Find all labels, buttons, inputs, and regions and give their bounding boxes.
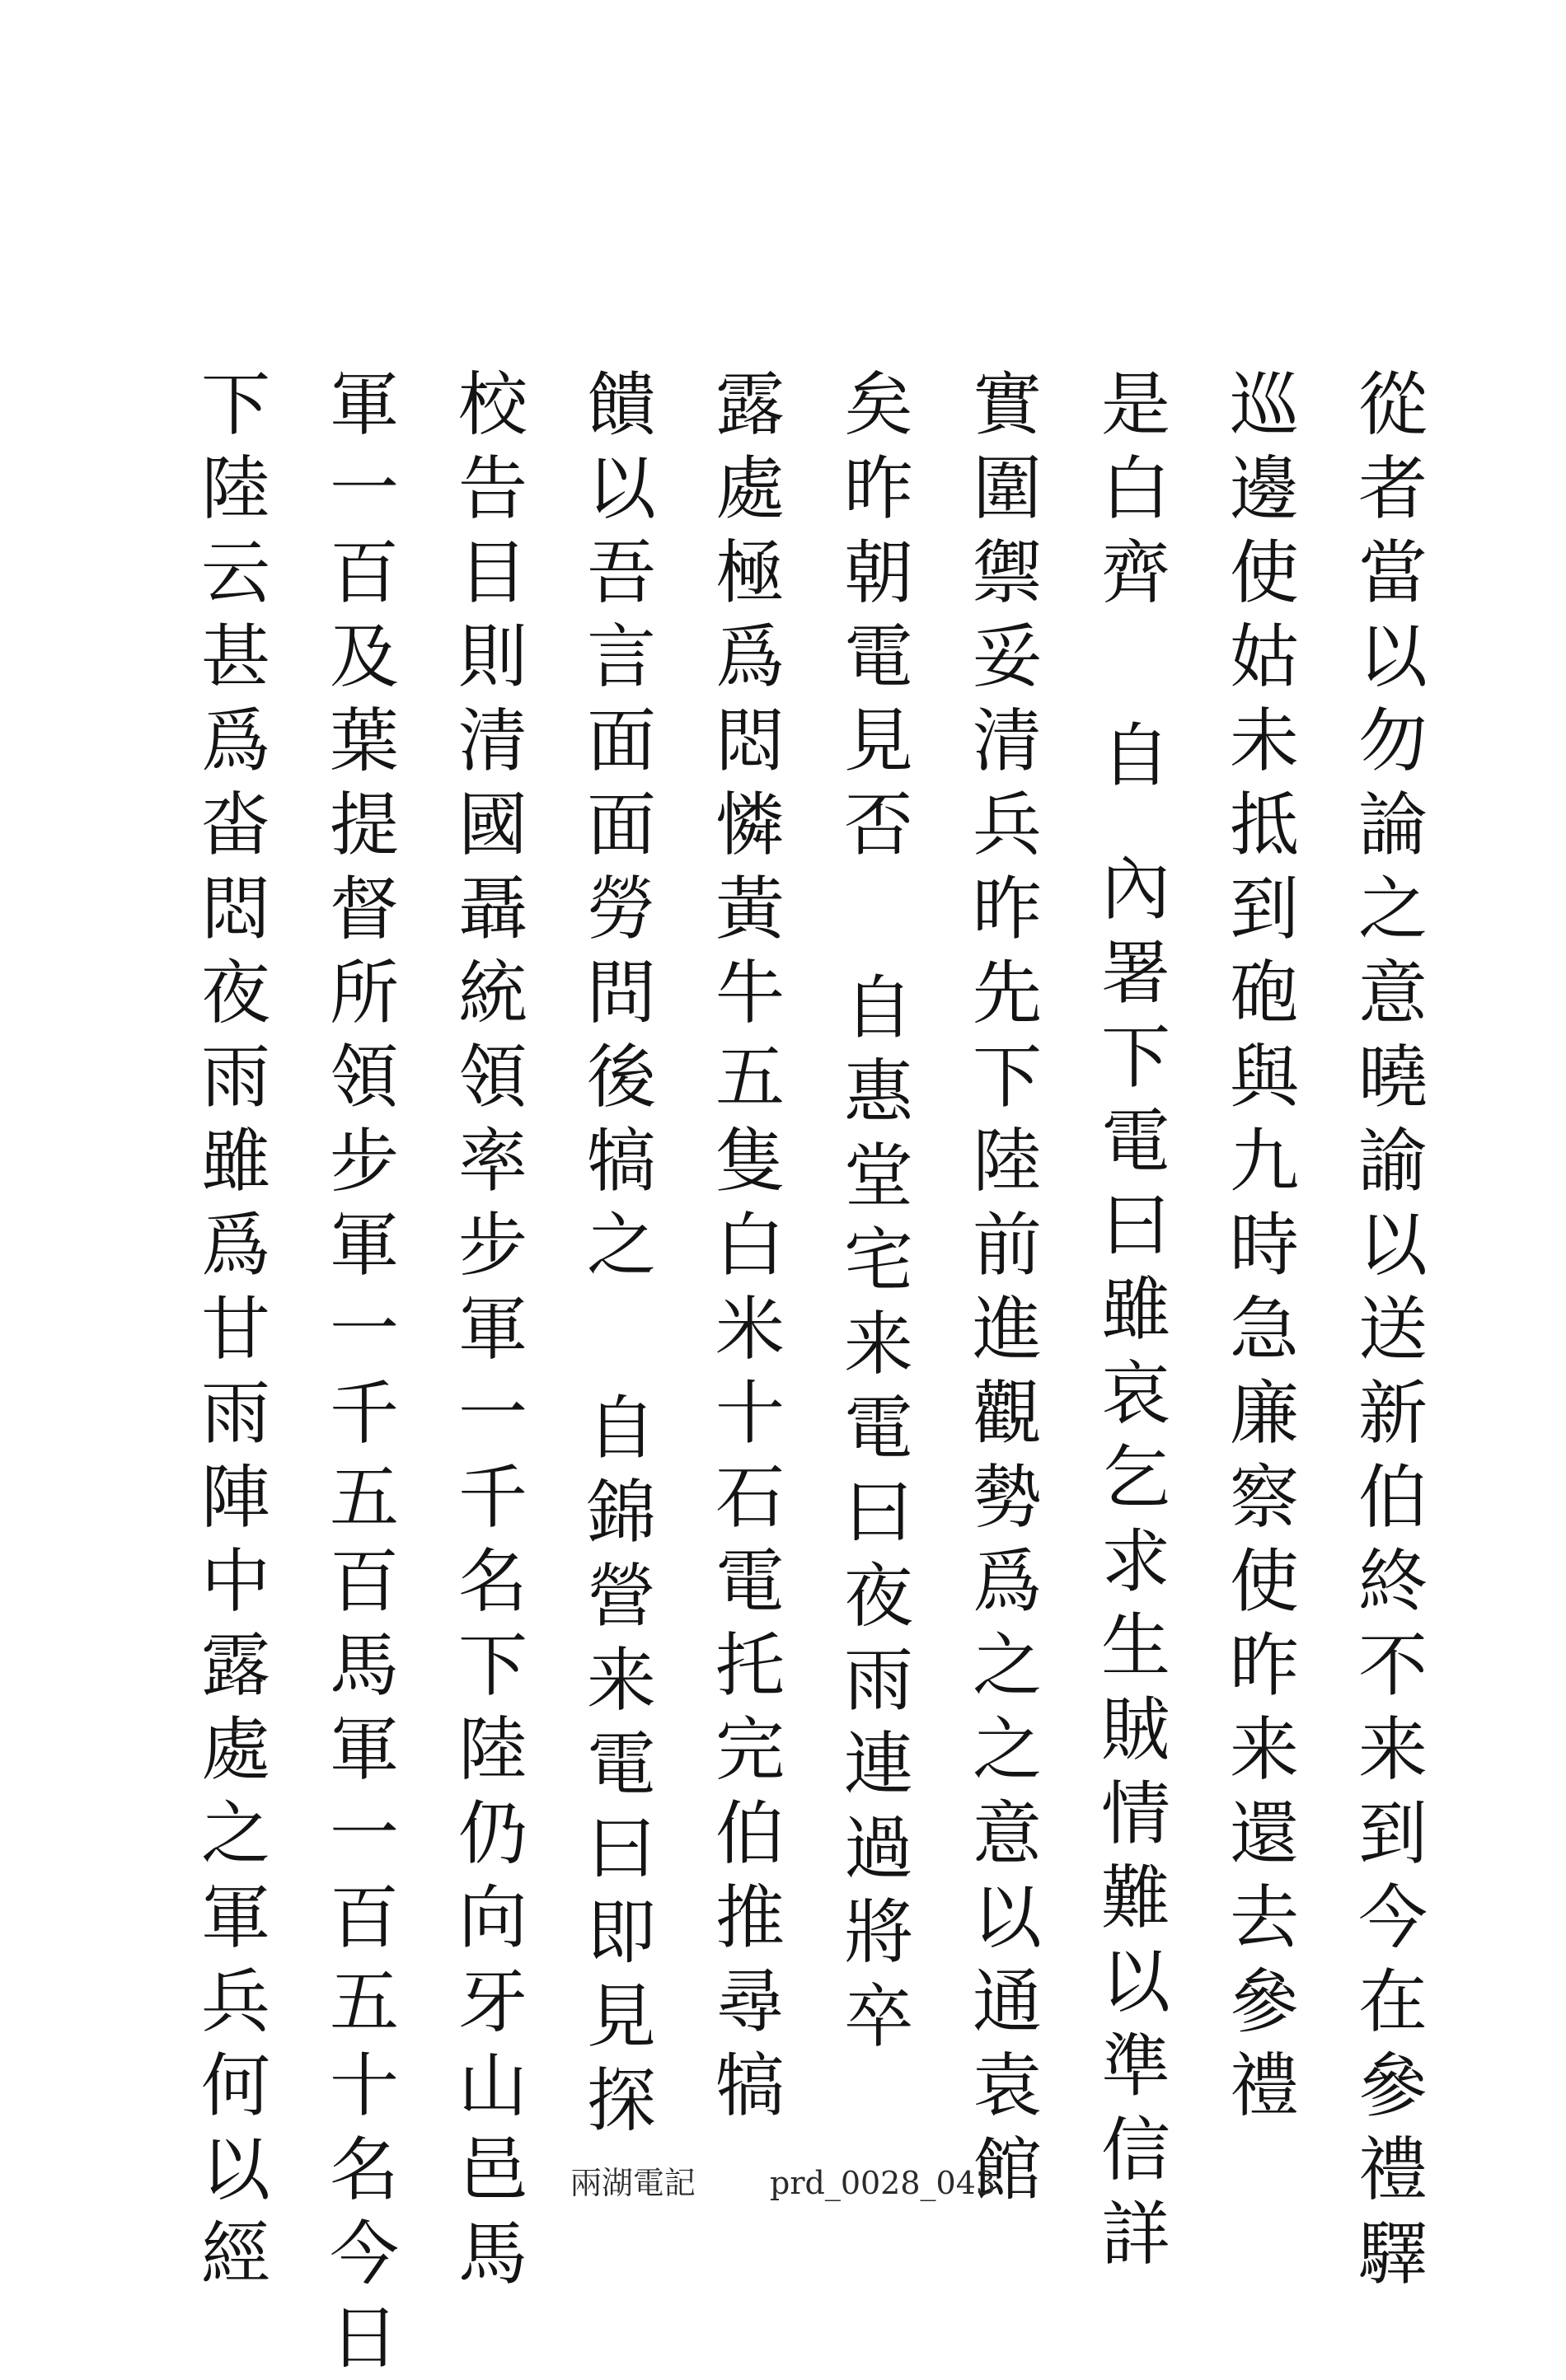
- text-char: 推: [715, 1877, 785, 1958]
- text-char: 軍: [329, 364, 399, 445]
- text-char: 黃: [715, 869, 785, 949]
- text-char: 邑: [457, 2129, 527, 2210]
- text-char: 求: [1100, 1521, 1170, 1602]
- text-char: 電: [843, 1388, 913, 1469]
- text-char: 步: [457, 1205, 527, 1286]
- text-char: 生: [1100, 1605, 1170, 1686]
- text-char: 諭: [1357, 1121, 1428, 1202]
- text-char: 甚: [200, 616, 270, 697]
- text-char: 以: [1100, 1942, 1170, 2022]
- text-gap: [1095, 798, 1177, 847]
- text-char: 名: [457, 1541, 527, 1622]
- text-char: 以: [200, 2129, 270, 2210]
- text-char: 犒: [715, 2045, 785, 2126]
- text-char: 兵: [972, 785, 1042, 865]
- text-char: 與: [1229, 1037, 1299, 1117]
- text-char: 哀: [1100, 1353, 1170, 1434]
- text-char: 到: [1229, 869, 1299, 949]
- text-char: 一: [329, 1289, 399, 1370]
- text-char: 論: [1357, 785, 1428, 865]
- text-char: 詳: [1100, 2194, 1170, 2275]
- text-char: 館: [972, 2129, 1042, 2210]
- text-char: 參: [1357, 2045, 1428, 2126]
- text-char: 否: [843, 785, 913, 865]
- text-char: 来: [586, 1640, 656, 1721]
- text-char: 九: [1229, 1121, 1299, 1202]
- text-char: 抵: [1229, 785, 1299, 865]
- text-char: 意: [972, 1793, 1042, 1874]
- text-char: 軍: [329, 1205, 399, 1286]
- text-char: 告: [457, 448, 527, 529]
- text-char: 曰: [843, 1472, 913, 1553]
- text-char: 之: [1357, 869, 1428, 949]
- text-char: 今: [329, 2214, 399, 2294]
- text-char: 露: [200, 1625, 270, 1706]
- text-char: 一: [329, 1793, 399, 1874]
- text-char: 目: [457, 532, 527, 613]
- text-char: 悶: [715, 700, 785, 781]
- text-column: [580, 363, 663, 2143]
- text-char: 五: [329, 1457, 399, 1538]
- text-char: 下: [972, 1037, 1042, 1117]
- text-char: 督: [329, 869, 399, 949]
- text-char: 堂: [843, 1136, 913, 1216]
- text-char: 五: [715, 1037, 785, 1117]
- text-char: 千: [457, 1457, 527, 1538]
- text-char: 白: [715, 1205, 785, 1286]
- text-char: 矣: [843, 364, 913, 445]
- text-char: 馬: [457, 2214, 527, 2294]
- text-char: 未: [1229, 700, 1299, 781]
- text-char: 國: [457, 785, 527, 865]
- text-char: 雨: [200, 1037, 270, 1117]
- text-column: [837, 363, 920, 2059]
- text-char: 憐: [715, 785, 785, 865]
- text-char: 山: [457, 2045, 527, 2126]
- text-column: [1095, 363, 1177, 2276]
- text-char: 面: [586, 700, 656, 781]
- text-char: 完: [715, 1709, 785, 1790]
- text-char: 卒: [843, 1976, 913, 2057]
- text-char: 通: [972, 1961, 1042, 2042]
- text-gap: [837, 867, 920, 916]
- text-column: [323, 363, 406, 2380]
- text-char: 步: [329, 1121, 399, 1202]
- text-char: 以: [1357, 1205, 1428, 1286]
- text-char: 爲: [715, 616, 785, 697]
- text-char: 所: [329, 953, 399, 1033]
- text-char: 營: [586, 1556, 656, 1637]
- text-char: 十: [329, 2045, 399, 2126]
- text-char: 到: [1357, 1793, 1428, 1874]
- text-char: 言: [586, 616, 656, 697]
- text-char: 夜: [843, 1556, 913, 1637]
- text-char: 當: [1357, 532, 1428, 613]
- text-char: 時: [1229, 1205, 1299, 1286]
- text-char: 將: [843, 1892, 913, 1973]
- text-char: 来: [843, 1304, 913, 1384]
- text-char: 軍: [200, 1877, 270, 1958]
- text-char: 今: [1357, 1877, 1428, 1958]
- text-char: 邊: [1229, 448, 1299, 529]
- text-char: 雨: [843, 1640, 913, 1721]
- text-char: 之: [200, 1793, 270, 1874]
- text-char: 昨: [1229, 1625, 1299, 1706]
- text-char: 提: [329, 785, 399, 865]
- text-char: 以: [972, 1877, 1042, 1958]
- text-gap: [837, 916, 920, 966]
- text-char: 在: [1357, 1961, 1428, 2042]
- text-char: 朝: [843, 532, 913, 613]
- text-char: 宅: [843, 1220, 913, 1300]
- text-char: 準: [1100, 2026, 1170, 2106]
- text-char: 下: [1100, 1017, 1170, 1098]
- text-char: 以: [586, 448, 656, 529]
- text-char: 後: [586, 1037, 656, 1117]
- text-char: 曉: [1357, 1037, 1428, 1117]
- text-char: 以: [1357, 616, 1428, 697]
- text-char: 陸: [972, 1121, 1042, 1202]
- text-char: 犒: [586, 1121, 656, 1202]
- text-char: 雖: [1100, 1269, 1170, 1350]
- text-char: 電: [843, 616, 913, 697]
- text-char: 處: [715, 448, 785, 529]
- text-char: 經: [200, 2214, 270, 2294]
- text-char: 軍: [329, 1709, 399, 1790]
- text-char: 電: [1100, 1101, 1170, 1182]
- text-char: 實: [972, 364, 1042, 445]
- text-char: 統: [457, 953, 527, 1033]
- text-char: 陸: [457, 1709, 527, 1790]
- text-char: 昨: [843, 448, 913, 529]
- text-char: 牙: [457, 1961, 527, 2042]
- text-char: 急: [1229, 1289, 1299, 1370]
- text-char: 甘: [200, 1289, 270, 1370]
- text-char: 尋: [715, 1961, 785, 2042]
- text-char: 情: [1100, 1773, 1170, 1854]
- text-char: 饋: [586, 364, 656, 445]
- text-char: 驛: [1357, 2214, 1428, 2294]
- text-char: 賊: [1100, 1689, 1170, 1770]
- text-char: 白: [1100, 448, 1170, 529]
- text-char: 兵: [200, 1961, 270, 2042]
- text-char: 去: [1229, 1877, 1299, 1958]
- text-char: 仍: [457, 1793, 527, 1874]
- text-char: 過: [843, 1808, 913, 1889]
- text-char: 處: [200, 1709, 270, 1790]
- text-char: 從: [1357, 364, 1428, 445]
- text-char: 陣: [200, 1457, 270, 1538]
- text-char: 何: [200, 2045, 270, 2126]
- text-char: 云: [200, 532, 270, 613]
- text-char: 巡: [1229, 364, 1299, 445]
- text-char: 問: [586, 953, 656, 1033]
- text-char: 中: [200, 1541, 270, 1622]
- text-char: 吾: [586, 532, 656, 613]
- text-char: 署: [1100, 933, 1170, 1014]
- text-char: 下: [200, 364, 270, 445]
- text-char: 悶: [200, 869, 270, 949]
- text-char: 先: [972, 953, 1042, 1033]
- text-char: 廉: [1229, 1373, 1299, 1454]
- text-char: 百: [329, 1877, 399, 1958]
- text-char: 清: [457, 700, 527, 781]
- text-char: 畓: [200, 785, 270, 865]
- text-char: 錦: [586, 1472, 656, 1553]
- text-char: 乞: [1100, 1437, 1170, 1518]
- text-char: 之: [972, 1625, 1042, 1706]
- text-column: [195, 363, 277, 2296]
- text-char: 妥: [972, 616, 1042, 697]
- text-column: [1352, 363, 1434, 2296]
- text-char: 爲: [972, 1541, 1042, 1622]
- text-char: 連: [843, 1724, 913, 1805]
- text-char: 来: [1229, 1709, 1299, 1790]
- text-gap: [1095, 615, 1177, 664]
- text-char: 自: [843, 967, 913, 1048]
- text-char: 率: [457, 1121, 527, 1202]
- text-char: 自: [586, 1388, 656, 1469]
- text-char: 百: [329, 532, 399, 613]
- text-gap: [580, 1337, 663, 1386]
- text-char: 察: [1229, 1457, 1299, 1538]
- text-char: 昨: [972, 869, 1042, 949]
- text-char: 姑: [1229, 616, 1299, 697]
- text-char: 電: [715, 1541, 785, 1622]
- text-char: 米: [715, 1289, 785, 1370]
- text-char: 托: [715, 1625, 785, 1706]
- text-column: [709, 363, 791, 2128]
- text-char: 使: [1229, 1541, 1299, 1622]
- text-char: 隻: [715, 1121, 785, 1202]
- text-char: 意: [1357, 953, 1428, 1033]
- text-char: 終: [1357, 1541, 1428, 1622]
- text-char: 參: [1229, 1961, 1299, 2042]
- text-char: 領: [329, 1037, 399, 1117]
- text-char: 爲: [200, 1205, 270, 1286]
- text-char: 使: [1229, 532, 1299, 613]
- text-char: 是: [1100, 364, 1170, 445]
- text-char: 禦: [972, 532, 1042, 613]
- text-char: 牛: [715, 953, 785, 1033]
- text-char: 五: [329, 1961, 399, 2042]
- text-char: 聶: [457, 869, 527, 949]
- text-char: 見: [843, 700, 913, 781]
- text-char: 還: [1229, 1793, 1299, 1874]
- page-footer: [0, 2157, 1566, 2203]
- text-char: 雨: [200, 1373, 270, 1454]
- text-gap: [580, 1287, 663, 1337]
- text-char: 禮: [1229, 2045, 1299, 2126]
- text-char: 千: [329, 1373, 399, 1454]
- text-char: 葉: [329, 700, 399, 781]
- text-gap: [1095, 664, 1177, 714]
- text-char: 雖: [200, 1121, 270, 1202]
- text-char: 進: [972, 1289, 1042, 1370]
- text-char: 面: [586, 785, 656, 865]
- text-char: 之: [586, 1205, 656, 1286]
- text-char: 電: [586, 1724, 656, 1805]
- text-char: 圍: [972, 448, 1042, 529]
- text-char: 軍: [457, 1289, 527, 1370]
- text-char: 石: [715, 1457, 785, 1538]
- text-char: 極: [715, 532, 785, 613]
- text-char: 爲: [200, 700, 270, 781]
- text-char: 自: [1100, 715, 1170, 796]
- footer-book-title: 兩湖電記: [570, 2165, 696, 2201]
- text-char: 露: [715, 364, 785, 445]
- text-char: 新: [1357, 1373, 1428, 1454]
- text-char: 探: [586, 2060, 656, 2141]
- text-char: 觀: [972, 1373, 1042, 1454]
- text-char: 之: [972, 1709, 1042, 1790]
- text-char: 砲: [1229, 953, 1299, 1033]
- text-char: 馬: [329, 1625, 399, 1706]
- text-char: 十: [715, 1373, 785, 1454]
- text-char: 禮: [1357, 2129, 1428, 2210]
- text-char: 伯: [1357, 1457, 1428, 1538]
- text-char: 及: [329, 616, 399, 697]
- text-char: 来: [1357, 1709, 1428, 1790]
- text-column: [1223, 363, 1306, 2128]
- text-char: 曰: [586, 1808, 656, 1889]
- text-char: 勿: [1357, 700, 1428, 781]
- text-char: 難: [1100, 1858, 1170, 1938]
- text-column: [452, 363, 534, 2296]
- text-char: 即: [586, 1892, 656, 1973]
- text-char: 前: [972, 1205, 1042, 1286]
- text-char: 齊: [1100, 532, 1170, 613]
- text-char: 下: [457, 1625, 527, 1706]
- text-char: 信: [1100, 2110, 1170, 2190]
- footer-page-id: prd_0028_043: [770, 2165, 996, 2201]
- text-char: 內: [1100, 849, 1170, 930]
- text-char: 伯: [715, 1793, 785, 1874]
- text-column: [966, 363, 1048, 2212]
- text-char: 校: [457, 364, 527, 445]
- text-char: 清: [972, 700, 1042, 781]
- text-char: 勞: [586, 869, 656, 949]
- text-char: 領: [457, 1037, 527, 1117]
- text-char: 惠: [843, 1052, 913, 1132]
- text-char: 日: [329, 2298, 399, 2378]
- text-char: 則: [457, 616, 527, 697]
- text-char: 見: [586, 1976, 656, 2057]
- text-char: 不: [1357, 1625, 1428, 1706]
- text-char: 一: [329, 448, 399, 529]
- text-char: 陸: [200, 448, 270, 529]
- text-char: 一: [457, 1373, 527, 1454]
- text-char: 曰: [1100, 1185, 1170, 1266]
- text-char: 夜: [200, 953, 270, 1033]
- text-char: 百: [329, 1541, 399, 1622]
- text-char: 名: [329, 2129, 399, 2210]
- text-char: 袁: [972, 2045, 1042, 2126]
- text-char: 者: [1357, 448, 1428, 529]
- text-char: 送: [1357, 1289, 1428, 1370]
- text-char: 勢: [972, 1457, 1042, 1538]
- text-char: 向: [457, 1877, 527, 1958]
